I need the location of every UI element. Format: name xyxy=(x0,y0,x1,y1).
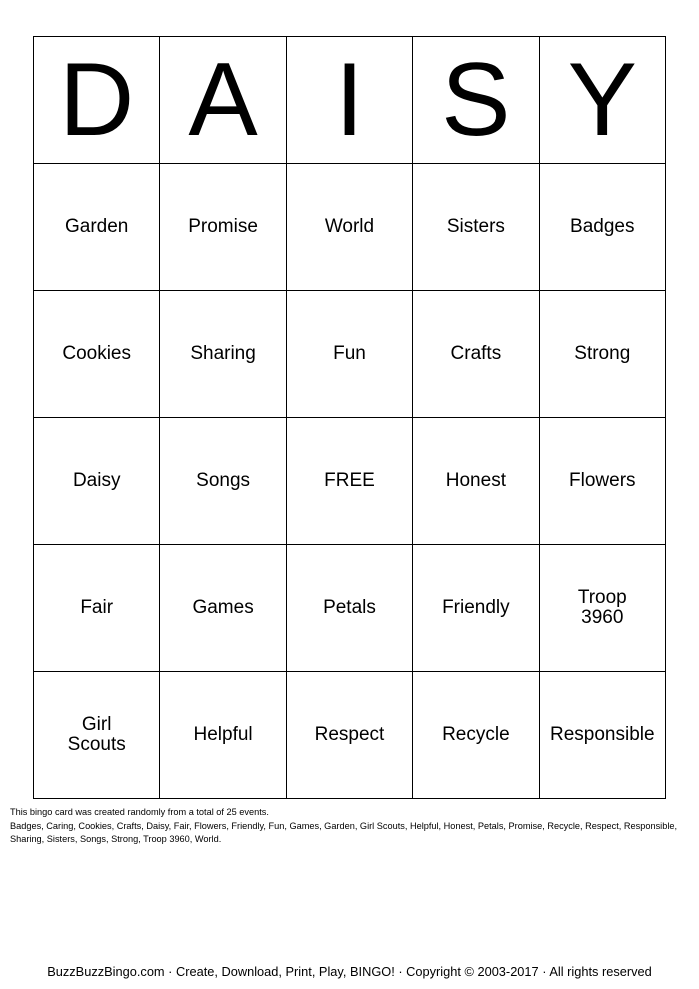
card-cell xyxy=(286,164,412,291)
cell-text: Fun xyxy=(333,343,366,364)
card-cell xyxy=(539,672,665,799)
bingo-card xyxy=(33,36,666,799)
card-cell xyxy=(413,545,539,672)
cell-text: Troop 3960 xyxy=(577,587,627,628)
card-row xyxy=(34,672,666,799)
card-cell xyxy=(34,164,160,291)
free-cell xyxy=(286,418,412,545)
cell-text: Badges xyxy=(570,216,635,237)
card-cell xyxy=(539,291,665,418)
card-cell xyxy=(160,418,286,545)
cell-text: Flowers xyxy=(569,470,636,491)
cell-text: Honest xyxy=(445,470,506,491)
cell-text: Strong xyxy=(574,343,631,364)
header-letter-i: I xyxy=(286,37,412,164)
cell-text: Sharing xyxy=(190,343,256,364)
cell-text: Sisters xyxy=(446,216,505,237)
card-cell xyxy=(160,164,286,291)
card-cell xyxy=(539,418,665,545)
card-cell xyxy=(286,545,412,672)
cell-text: Respect xyxy=(314,724,385,745)
cell-text: Friendly xyxy=(442,597,510,618)
cell-text: Recycle xyxy=(442,724,510,745)
card-row xyxy=(34,291,666,418)
card-cell xyxy=(413,672,539,799)
cell-text: Helpful xyxy=(193,724,253,745)
card-cell xyxy=(34,418,160,545)
card-cell xyxy=(286,672,412,799)
card-cell xyxy=(34,291,160,418)
cell-text: Girl Scouts xyxy=(67,714,126,755)
card-row xyxy=(34,418,666,545)
footer-text: BuzzBuzzBingo.com · Create, Download, Print, Play, BINGO! · Copyright © 2003-2017 · All rights reserved xyxy=(47,964,652,979)
cell-text: Responsible xyxy=(549,724,655,745)
cell-text: Promise xyxy=(188,216,258,237)
cell-text: Cookies xyxy=(62,343,132,364)
header-letter-s: S xyxy=(413,37,539,164)
card-cell xyxy=(34,672,160,799)
card-cell xyxy=(160,291,286,418)
card-row xyxy=(34,545,666,672)
card-cell xyxy=(413,418,539,545)
cell-text: Games xyxy=(192,597,254,618)
card-cell xyxy=(286,291,412,418)
cell-text: Crafts xyxy=(450,343,502,364)
header-letter-a: A xyxy=(160,37,286,164)
cell-text: Daisy xyxy=(72,470,121,491)
cell-text: Petals xyxy=(323,597,376,618)
card-cell xyxy=(539,545,665,672)
card-row xyxy=(34,164,666,291)
header-row xyxy=(34,37,666,164)
cell-text: Garden xyxy=(65,216,129,237)
cell-text: Songs xyxy=(196,470,251,491)
card-cell xyxy=(413,291,539,418)
header-letter-y: Y xyxy=(539,37,665,164)
info-intro: This bingo card was created randomly from a total of 25 events. xyxy=(10,807,269,817)
card-cell xyxy=(160,545,286,672)
header-letter-d: D xyxy=(34,37,160,164)
card-cell xyxy=(160,672,286,799)
card-cell xyxy=(34,545,160,672)
info-event-list: Badges, Caring, Cookies, Crafts, Daisy, Fair, Flowers, Friendly, Fun, Games, Garden, Girl Scouts, Helpful, Honest, Petals, Promise, Recycle, Respect, Responsible, Sharing, Sisters, Songs, Strong, Troop 3960, World. xyxy=(10,820,678,844)
card-cell xyxy=(413,164,539,291)
card-cell xyxy=(539,164,665,291)
card-info xyxy=(10,806,690,847)
cell-text: Fair xyxy=(80,597,114,618)
cell-text: World xyxy=(324,216,375,237)
cell-text: FREE xyxy=(324,470,375,491)
